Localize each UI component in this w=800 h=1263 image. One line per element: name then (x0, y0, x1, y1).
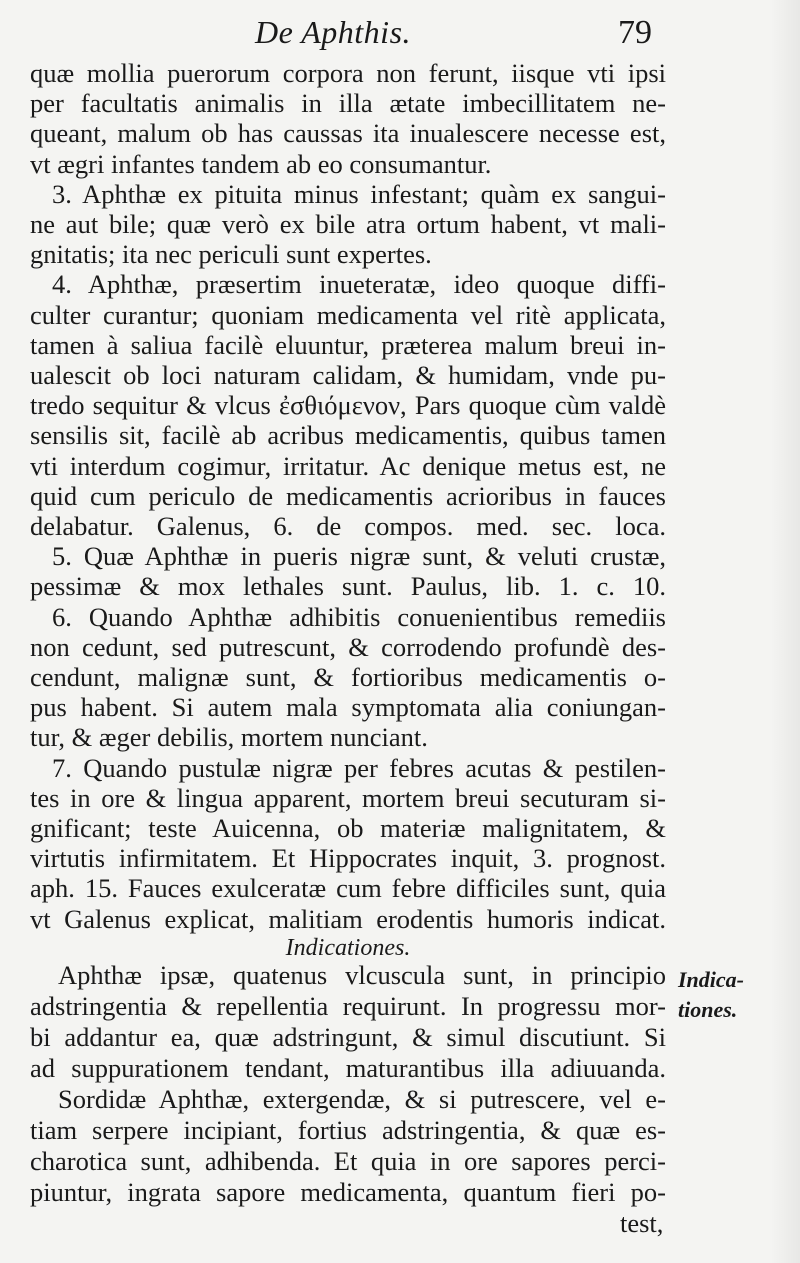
text-line: per facultatis animalis in illa ætate imbecillitatem ne- (30, 88, 666, 119)
text-line: 7. Quando pustulæ nigræ per febres acutas & pestilen- (52, 752, 666, 783)
text-line: 5. Quæ Aphthæ in pueris nigræ sunt, & veluti crustæ, (52, 541, 666, 572)
text-line: tiam serpere incipiant, fortius adstringentia, & quæ es- (30, 1115, 666, 1145)
text-line: Sordidæ Aphthæ, extergendæ, & si putrescere, vel e- (58, 1084, 666, 1114)
text-line: tamen à saliua facilè eluuntur, præterea malum breui in- (30, 329, 666, 360)
text-line: tur, & æger debilis, mortem nunciant. (30, 722, 428, 753)
text-line: delabatur. Galenus, 6. de compos. med. sec. loca. (30, 511, 666, 541)
text-line: test, (620, 1208, 664, 1238)
text-line: 3. Aphthæ ex pituita minus infestant; quàm ex sangui- (52, 178, 666, 209)
text-line: virtutis infirmitatem. Et Hippocrates inquit, 3. prognost. (30, 843, 666, 874)
text-line: ne aut bile; quæ verò ex bile atra ortum habent, vt mali- (30, 209, 666, 239)
margin-note-line-2: tiones. (678, 997, 738, 1022)
text-line: queant, malum ob has caussas ita inualescere necesse est, (30, 118, 666, 149)
text-line: adstringentia & repellentia requirunt. In progressu mor- (30, 991, 666, 1021)
section-heading: Indicationes. (285, 935, 411, 961)
text-line: pus habent. Si autem mala symptomata alia coniungan- (30, 692, 666, 723)
text-line: vt Galenus explicat, malitiam erodentis humoris indicat. (30, 903, 666, 934)
text-line: bi addantur ea, quæ adstringunt, & simul discutiunt. Si (30, 1022, 666, 1052)
page-edge-shadow (770, 0, 800, 1263)
text-line: vt ægri infantes tandem ab eo consumantur. (30, 148, 492, 179)
text-line: 6. Quando Aphthæ adhibitis conuenientibus remediis (52, 601, 666, 632)
text-line: sensilis sit, facilè ab acribus medicamentis, quibus tamen (30, 420, 666, 451)
text-line: quid cum periculo de medicamentis acrioribus in fauces (30, 480, 666, 511)
text-line: ualescit ob loci naturam calidam, & humidam, vnde pu- (30, 360, 666, 390)
text-line: pessimæ & mox lethales sunt. Paulus, lib. 1. c. 10. (30, 571, 666, 602)
text-line: charotica sunt, adhibenda. Et quia in ore sapores perci- (30, 1146, 666, 1176)
text-line: aph. 15. Fauces exulceratæ cum febre difficiles sunt, quia (30, 873, 666, 904)
text-line: tes in ore & lingua apparent, mortem breui secuturam si- (30, 782, 666, 813)
text-line: ad suppurationem tendant, maturantibus illa adiuuanda. (30, 1053, 666, 1083)
page-number: 79 (618, 14, 652, 51)
text-line: gnificant; teste Auicenna, ob materiæ malignitatem, & (30, 813, 666, 843)
text-line: culter curantur; quoniam medicamenta vel ritè applicata, (30, 299, 666, 330)
text-line: piuntur, ingrata sapore medicamenta, quantum fieri po- (30, 1177, 666, 1207)
running-title: De Aphthis. (255, 14, 412, 50)
text-line: non cedunt, sed putrescunt, & corrodendo profundè des- (30, 631, 666, 662)
text-line: cendunt, malignæ sunt, & fortioribus medicamentis o- (30, 662, 666, 692)
text-line: gnitatis; ita nec periculi sunt expertes. (30, 239, 432, 270)
text-line: 4. Aphthæ, præsertim inueteratæ, ideo quoque diffi- (52, 269, 666, 300)
text-line: tredo sequitur & vlcus ἐσθιόμενον, Pars quoque cùm valdè (30, 390, 666, 421)
text-line: quæ mollia puerorum corpora non ferunt, iisque vti ipsi (30, 58, 666, 88)
text-line: Aphthæ ipsæ, quatenus vlcuscula sunt, in principio (58, 960, 666, 990)
margin-note-line-1: Indica- (678, 967, 744, 992)
text-line: vti interdum cogimur, irritatur. Ac denique metus est, ne (30, 450, 666, 481)
